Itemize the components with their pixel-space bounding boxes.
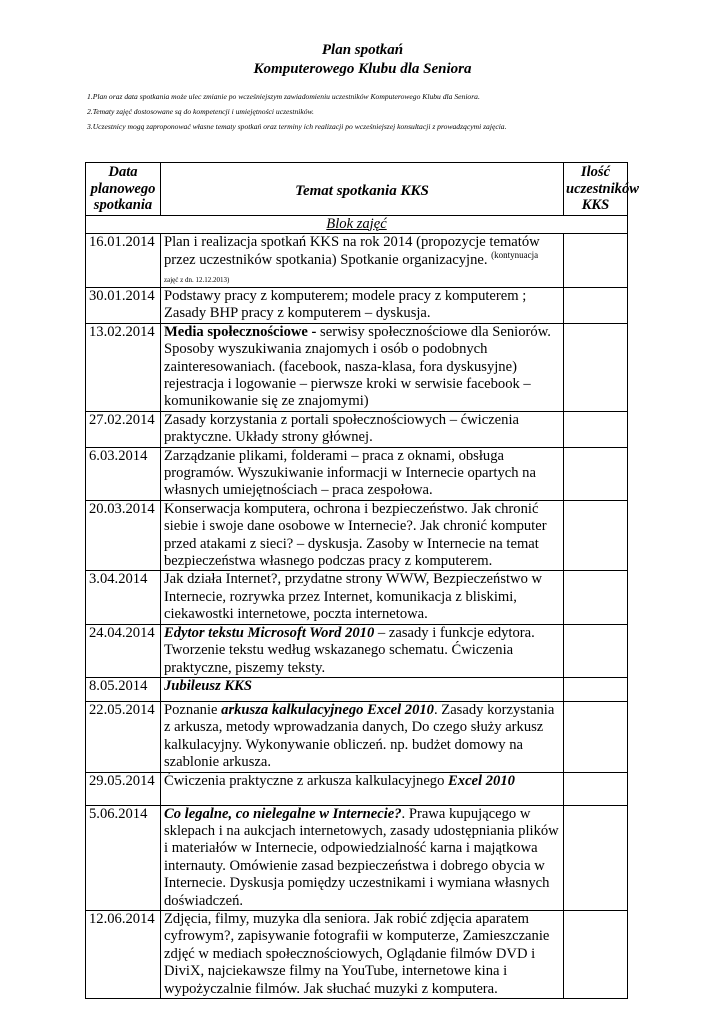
table-row xyxy=(86,910,628,998)
row-topic-sup: (kontynuacja xyxy=(491,250,539,261)
table-row xyxy=(86,571,628,624)
table-row xyxy=(86,701,628,772)
row-topic: Zasady korzystania z portali społecznościowych – ćwiczenia praktyczne. Układy strony głównej. xyxy=(161,411,564,447)
row-topic: Konserwacja komputera, ochrona i bezpieczeństwo. Jak chronić siebie i swoje dane osobowe w Internecie?. Jak chronić komputer przed atakami z sieci? – dyskusja. Zasoby w Internecie na temat bezpieczeństwa własnego podczas pracy z komputerem. xyxy=(161,500,564,571)
row-topic-bold: Excel 2010 xyxy=(448,772,515,789)
header-count xyxy=(564,163,639,216)
row-count xyxy=(564,287,628,323)
row-date: 20.03.2014 xyxy=(86,500,161,571)
table-row xyxy=(86,772,628,805)
row-count xyxy=(564,910,628,998)
table-row xyxy=(86,677,628,701)
header-date-line3: spotkania xyxy=(93,197,153,213)
header-count-line2: uczestników xyxy=(566,180,639,197)
row-topic-small: zajęć z dn. 12.12.2013) xyxy=(164,275,230,284)
row-date: 22.05.2014 xyxy=(86,701,161,772)
row-count xyxy=(564,677,628,701)
row-count xyxy=(564,411,628,447)
row-topic xyxy=(161,805,564,910)
row-date: 12.06.2014 xyxy=(86,910,161,998)
header-count-line1: Ilość xyxy=(580,164,611,180)
row-date: 6.03.2014 xyxy=(86,447,161,500)
row-topic-text: . Prawa kupującego w sklepach i na aukcjach internetowych, zasady udostępniania plików i materiałów w Internecie, odpowiedzialność karna i majątkowa internauty. Omówienie zasad bezpieczeństwa i dobrego obycia w Internecie. Dyskusja pomiędzy uczestnikami i wymiana własnych doświadczeń. xyxy=(164,805,559,909)
table-row xyxy=(86,500,628,571)
meetings-table xyxy=(85,162,639,999)
row-count xyxy=(564,447,628,500)
header-count-line3: KKS xyxy=(581,197,610,213)
row-topic xyxy=(161,233,564,287)
row-topic: Jak działa Internet?, przydatne strony WWW, Bezpieczeństwo w Internecie, rozrywka przez Internet, komunikacja z bliskimi, ciekawostki internetowe, poczta internetowa. xyxy=(161,571,564,624)
row-topic-bold: Media społecznościowe - xyxy=(164,323,317,340)
row-count xyxy=(564,772,628,805)
row-topic-bold: Edytor tekstu Microsoft Word 2010 xyxy=(164,624,375,641)
note-3: 3.Uczestnicy mogą zaproponować własne tematy spotkań oraz terminy ich realizacji po wcześniejszej konsultacji z prowadzącymi zajęcia. xyxy=(87,122,507,131)
row-count xyxy=(564,701,628,772)
row-count xyxy=(564,571,628,624)
block-row xyxy=(86,215,628,233)
row-topic-text: Plan i realizacja spotkań KKS na rok 2014 (propozycje tematów przez uczestników spotkania) Spotkanie organizacyjne. xyxy=(164,233,540,269)
table-row xyxy=(86,233,628,287)
header-topic: Temat spotkania KKS xyxy=(161,163,564,216)
row-date: 16.01.2014 xyxy=(86,233,161,287)
row-topic-pre: Ćwiczenia praktyczne z arkusza kalkulacyjnego xyxy=(164,772,449,789)
row-count xyxy=(564,805,628,910)
header-date xyxy=(86,163,161,216)
note-2: 2.Tematy zajęć dostosowane są do kompetencji i umiejętności uczestników. xyxy=(87,107,314,116)
row-count xyxy=(564,233,628,287)
row-topic-text: serwisy społecznościowe dla Seniorów. Sposoby wyszukiwania znajomych i osób o podobnych zainteresowaniach. (facebook, nasza-klasa, fora dyskusyjne) rejestracja i logowanie – pierwsze kroki w serwisie facebook – komunikowanie się ze znajomymi) xyxy=(164,323,551,410)
block-label: Blok zajęć xyxy=(86,215,628,233)
table-header-row xyxy=(86,163,628,216)
row-topic xyxy=(161,772,564,805)
row-count xyxy=(564,500,628,571)
row-count xyxy=(564,323,628,411)
page-title-line2: Komputerowego Klubu dla Seniora xyxy=(253,61,472,77)
table-row xyxy=(86,411,628,447)
row-topic: Zdjęcia, filmy, muzyka dla seniora. Jak robić zdjęcia aparatem cyfrowym?, zapisywanie fotografii w komputerze, Zamieszczanie zdjęć w mediach społecznościowych, Oglądanie filmów DVD i DiviX, najciekawsze filmy na YouTube, internetowe kina i wypożyczalnie filmów. Jak słuchać muzyki z komputera. xyxy=(161,910,564,998)
table-row xyxy=(86,447,628,500)
table-row xyxy=(86,323,628,411)
row-count xyxy=(564,624,628,677)
row-topic-text: . Zasady korzystania z arkusza, metody wprowadzania danych, Do czego służy arkusz kalkulacyjny. Wykonywanie obliczeń. np. budżet domowy na szablonie arkusza. xyxy=(164,701,555,771)
row-date: 30.01.2014 xyxy=(86,287,161,323)
header-date-line2: planowego xyxy=(90,180,156,197)
row-topic xyxy=(161,624,564,677)
row-topic xyxy=(161,323,564,411)
row-date: 5.06.2014 xyxy=(86,805,161,910)
row-date: 13.02.2014 xyxy=(86,323,161,411)
row-topic xyxy=(161,677,564,701)
row-topic-text: – zasady i funkcje edytora. Tworzenie tekstu według wskazanego schematu. Ćwiczenia praktyczne, piszemy teksty. xyxy=(164,624,535,676)
row-date: 3.04.2014 xyxy=(86,571,161,624)
row-date: 24.04.2014 xyxy=(86,624,161,677)
row-topic-bold: Jubileusz KKS xyxy=(164,677,253,694)
row-date: 8.05.2014 xyxy=(86,677,161,701)
row-topic-bold: Co legalne, co nielegalne w Internecie? xyxy=(164,805,402,822)
row-topic-bold: arkusza kalkulacyjnego Excel 2010 xyxy=(221,701,434,718)
row-date: 27.02.2014 xyxy=(86,411,161,447)
page-title-line1: Plan spotkań xyxy=(321,42,404,58)
row-topic: Podstawy pracy z komputerem; modele pracy z komputerem ; Zasady BHP pracy z komputerem – dyskusja. xyxy=(161,287,564,323)
header-date-line1: Data xyxy=(108,164,138,180)
note-1: 1.Plan oraz data spotkania może ulec zmianie po wcześniejszym zawiadomieniu uczestników Komputerowego Klubu dla Seniora. xyxy=(87,92,480,101)
table-row xyxy=(86,624,628,677)
table-row xyxy=(86,805,628,910)
row-topic: Zarządzanie plikami, folderami – praca z oknami, obsługa programów. Wyszukiwanie informacji w Internecie opartych na własnych umiejętnościach – praca zespołowa. xyxy=(161,447,564,500)
row-topic xyxy=(161,701,564,772)
row-topic-pre: Poznanie xyxy=(164,701,222,718)
row-date: 29.05.2014 xyxy=(86,772,161,805)
table-row xyxy=(86,287,628,323)
